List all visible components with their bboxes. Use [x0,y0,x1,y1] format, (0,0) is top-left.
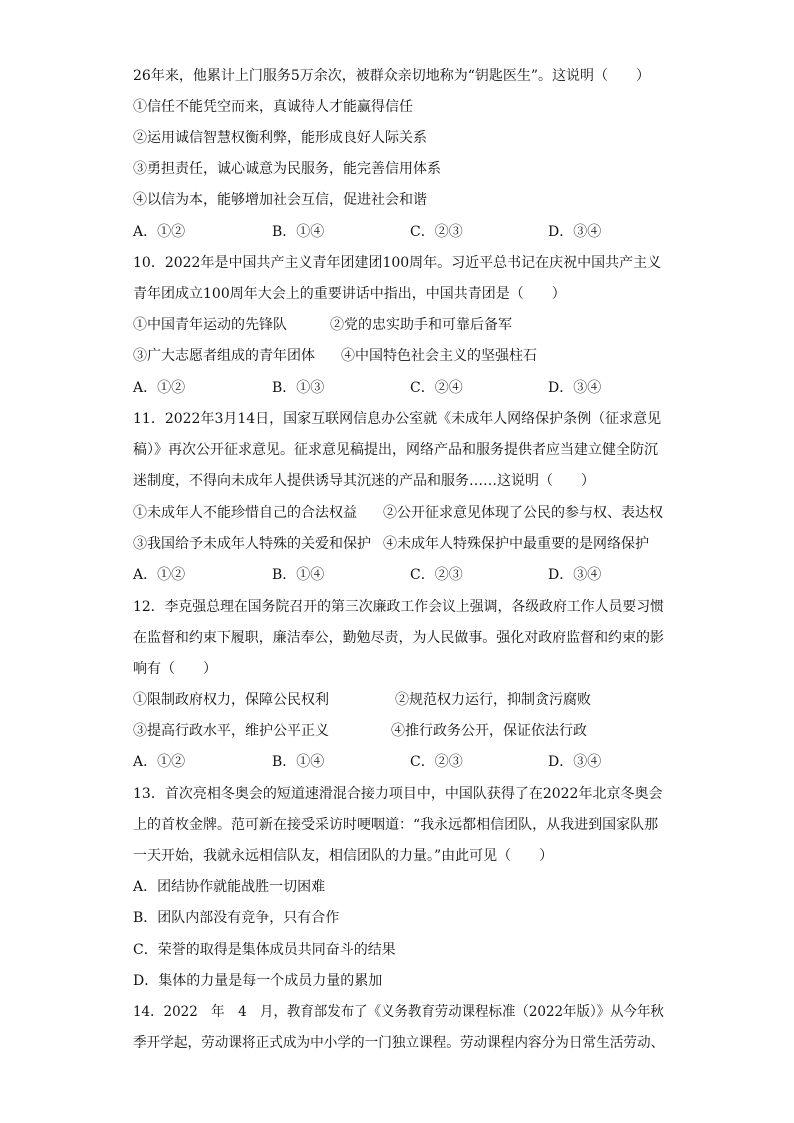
q11-stem-line-1: 11．2022年3月14日，国家互联网信息办公室就《未成年人网络保护条例（征求意见 [133,411,662,427]
q11-option-d: D．③④ [548,567,602,583]
q11-option-c: C．②③ [410,567,463,583]
q9-stem: 26年来，他累计上门服务5万余次，被群众亲切地称为“钥匙医生”。这说明（ ） [133,68,651,84]
q11-option-a: A．①② [133,567,186,583]
q11-item-3: ③我国给予未成年人特殊的关爱和保护 [133,536,371,552]
q9-item-2: ②运用诚信智慧权衡利弊，能形成良好人际关系 [133,130,427,146]
q10-option-b: B．①③ [272,380,325,396]
q9-item-1: ①信任不能凭空而来，真诚待人才能赢得信任 [133,99,413,115]
q10-option-c: C．②④ [410,380,463,396]
q10-item-1: ①中国青年运动的先锋队 [133,317,287,333]
q14-stem-line-1: 14．2022 年 4 月，教育部发布了《义务教育劳动课程标准（2022年版）》从今年秋 [133,1004,664,1020]
q11-item-1: ①未成年人不能珍惜自己的合法权益 [133,505,357,521]
q12-item-3: ③提高行政水平，维护公平正义 [133,723,329,739]
q13-option-b: B．团队内部没有竞争，只有合作 [133,910,340,926]
q12-item-2: ②规范权力运行，抑制贪污腐败 [395,692,591,708]
q10-stem-line-1: 10．2022年是中国共产主义青年团建团100周年。习近平总书记在庆祝中国共产主义 [133,255,662,271]
q10-item-2: ②党的忠实助手和可靠后备军 [330,317,512,333]
q12-item-4: ④推行政务公开，保证依法行政 [391,723,587,739]
q13-option-d: D．集体的力量是每一个成员力量的累加 [133,973,383,989]
q12-item-1: ①限制政府权力，保障公民权利 [133,692,329,708]
q11-stem-line-2: 稿）》再次公开征求意见。征求意见稿提出，网络产品和服务提供者应当建立健全防沉 [133,442,658,458]
q11-item-2: ②公开征求意见体现了公民的参与权、表达权 [383,505,663,521]
q10-option-d: D．③④ [548,380,602,396]
q11-item-4: ④未成年人特殊保护中最重要的是网络保护 [383,536,649,552]
q10-option-a: A．①② [133,380,186,396]
q9-option-a: A．①② [133,224,186,240]
q12-stem-line-1: 12．李克强总理在国务院召开的第三次廉政工作会议上强调，各级政府工作人员要习惯 [133,599,664,615]
q12-option-a: A．①② [133,754,186,770]
q9-item-3: ③勇担责任，诚心诚意为民服务，能完善信用体系 [133,161,441,177]
q12-option-b: B．①④ [272,754,325,770]
q13-stem-line-2: 上的首枚金牌。范可新在接受采访时哽咽道：“我永远都相信团队，从我进到国家队那 [133,817,659,833]
q9-option-c: C．②③ [410,224,463,240]
q14-stem-line-2: 季开学起，劳动课将正式成为中小学的一门独立课程。劳动课程内容分为日常生活劳动、 [133,1035,665,1051]
q12-stem-line-2: 在监督和约束下履职，廉洁奉公，勤勉尽责，为人民做事。强化对政府监督和约束的影 [133,630,664,646]
q13-stem-line-1: 13．首次亮相冬奥会的短道速滑混合接力项目中，中国队获得了在2022年北京冬奥会 [133,786,663,802]
q9-item-4: ④以信为本，能够增加社会互信，促进社会和谐 [133,192,427,208]
q10-item-3: ③广大志愿者组成的青年团体 [133,348,315,364]
q9-option-b: B．①④ [272,224,325,240]
q12-stem-line-3: 响有（ ） [133,661,217,677]
q10-item-4: ④中国特色社会主义的坚强柱石 [341,348,537,364]
q10-stem-line-2: 青年团成立100周年大会上的重要讲话中指出，中国共青团是（ ） [133,286,566,302]
q9-option-d: D．③④ [548,224,602,240]
q11-option-b: B．①④ [272,567,325,583]
q12-option-c: C．②③ [410,754,463,770]
q13-option-c: C．荣誉的取得是集体成员共同奋斗的结果 [133,942,396,958]
q13-stem-line-3: 一天开始，我就永远相信队友，相信团队的力量。”由此可见（ ） [133,848,554,864]
q12-option-d: D．③④ [548,754,602,770]
q13-option-a: A．团结协作就能战胜一切困难 [133,879,326,895]
q11-stem-line-3: 迷制度，不得向未成年人提供诱导其沉迷的产品和服务……这说明（ ） [133,473,595,489]
